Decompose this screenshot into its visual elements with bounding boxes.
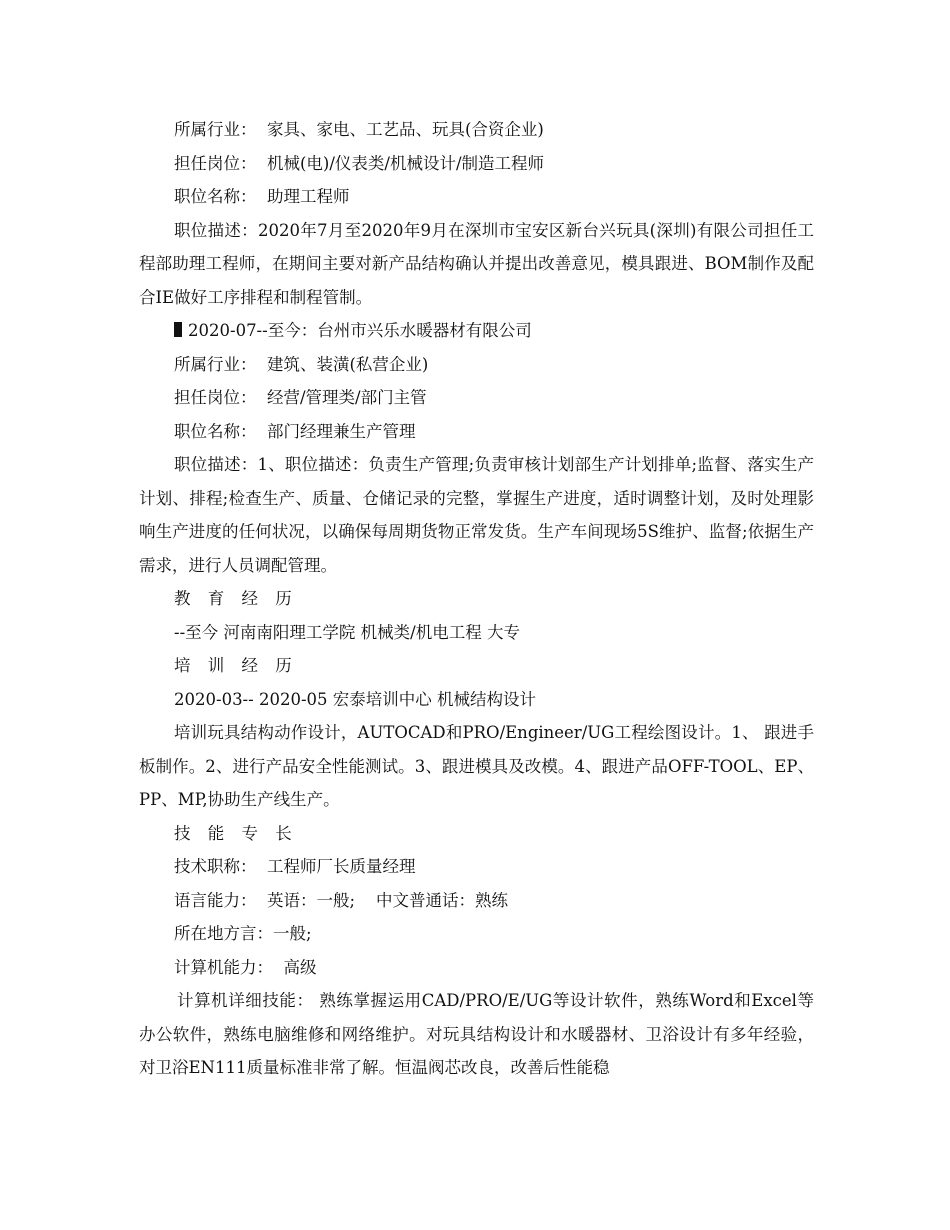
- bullet-marker-icon: [174, 322, 182, 337]
- job1-position: 担任岗位： 机械(电)/仪表类/机械设计/制造工程师: [174, 153, 545, 173]
- job1-description: 职位描述：2020年7月至2020年9月在深圳市宝安区新台兴玩具(深圳)有限公司担任工程部助理工程师，在期间主要对新产品结构确认并提出改善意见，模具跟进、BOM制作及配合IE做好工序排程和制程管制。: [139, 220, 814, 307]
- skills-heading: 技 能 专 长: [174, 823, 298, 843]
- skills-dialect: 所在地方言：一般;: [174, 924, 312, 943]
- training-entry: 2020-03-- 2020-05 宏泰培训中心 机械结构设计: [174, 689, 537, 709]
- resume-content: [139, 113, 814, 1085]
- job1-title: 职位名称： 助理工程师: [174, 187, 350, 206]
- job1-industry: 所属行业： 家具、家电、工艺品、玩具(合资企业): [174, 120, 544, 139]
- job2-industry: 所属行业： 建筑、装潢(私营企业): [174, 354, 429, 374]
- skills-language: 语言能力： 英语：一般; 中文普通话：熟练: [174, 890, 509, 910]
- job2-header: 2020-07--至今：台州市兴乐水暖器材有限公司: [188, 321, 532, 340]
- education-heading: 教 育 经 历: [174, 589, 298, 608]
- skills-tech-title: 技术职称： 工程师厂长质量经理: [174, 857, 416, 876]
- skills-computer: 计算机能力： 高级: [174, 957, 317, 977]
- training-description: 培训玩具结构动作设计，AUTOCAD和PRO/Engineer/UG工程绘图设计。1、 跟进手板制作。2、进行产品安全性能测试。3、跟进模具及改模。4、跟进产品OFF-TOOL、EP、PP、MP,协助生产线生产。: [139, 723, 814, 809]
- job2-header-row: [139, 314, 814, 348]
- job2-title: 职位名称： 部门经理兼生产管理: [174, 421, 416, 441]
- job2-description: 职位描述：1、职位描述：负责生产管理;负责审核计划部生产计划排单;监督、落实生产计划、排程;检查生产、质量、仓储记录的完整，掌握生产进度，适时调整计划，及时处理影响生产进度的任何状况，以确保每周期货物正常发货。生产车间现场5S维护、监督;依据生产需求，进行人员调配管理。: [139, 455, 814, 575]
- training-heading: 培 训 经 历: [174, 656, 298, 675]
- skills-computer-detail: 计算机详细技能： 熟练掌握运用CAD/PRO/E/UG等设计软件，熟练Word和Excel等办公软件，熟练电脑维修和网络维护。对玩具结构设计和水暖器材、卫浴设计有多年经验，对卫浴EN111质量标准非常了解。恒温阀芯改良，改善后性能稳: [139, 991, 814, 1077]
- education-entry: --至今 河南南阳理工学院 机械类/机电工程 大专: [174, 622, 520, 642]
- job2-position: 担任岗位： 经营/管理类/部门主管: [174, 388, 427, 407]
